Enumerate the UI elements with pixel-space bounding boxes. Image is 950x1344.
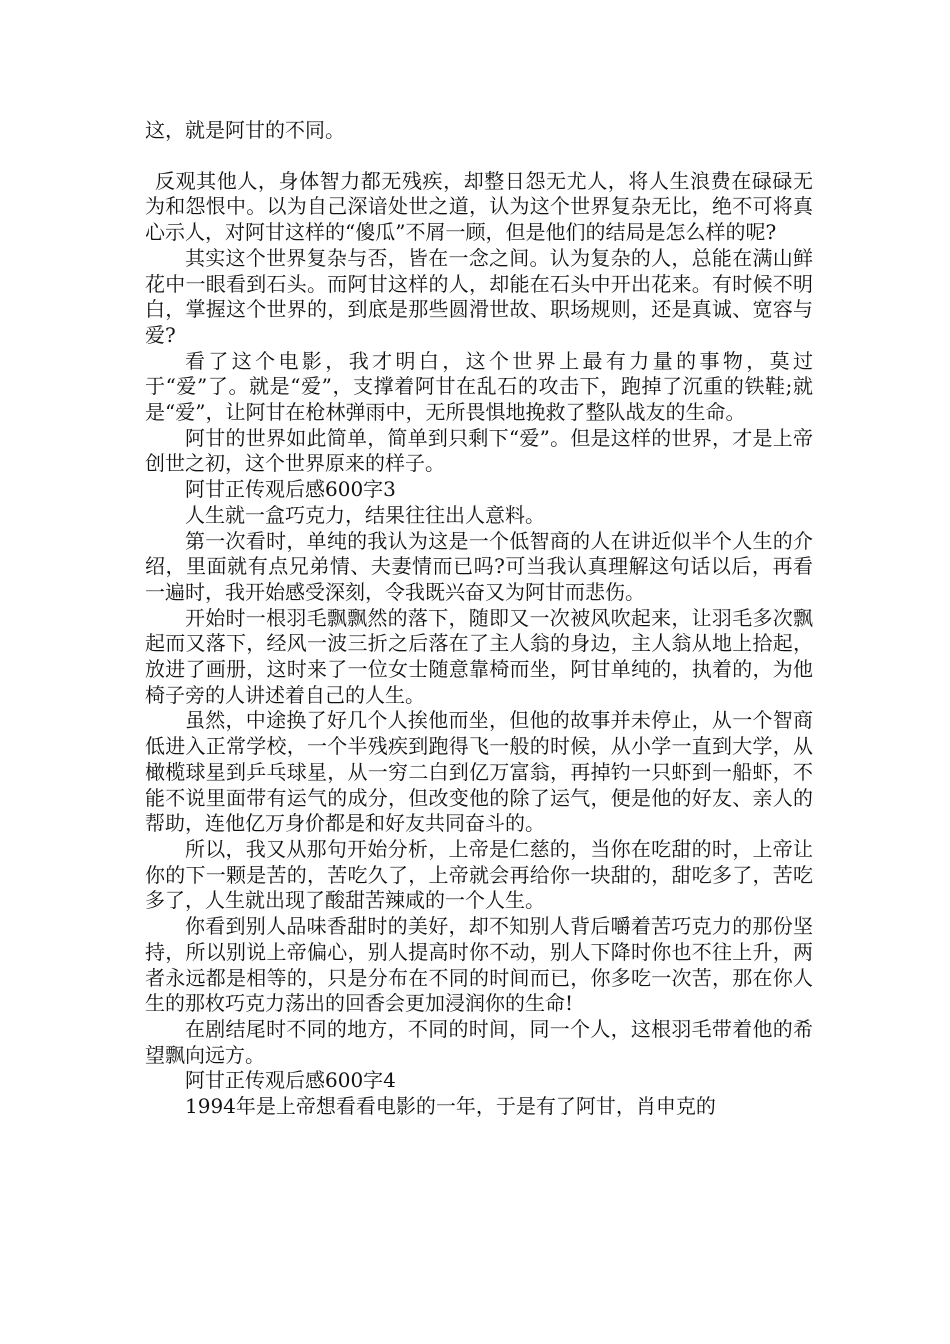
paragraph: 虽然，中途换了好几个人挨他而坐，但他的故事并未停止，从一个智商低进入正常学校，一个半残疾到跑得飞一般的时候，从小学一直到大学，从橄榄球星到乒乓球星，从一穷二白到亿万富翁，再掉钓一只虾到一船虾，不能不说里面带有运气的成分，但改变他的除了运气，便是他的好友、亲人的帮助，连他亿万身价都是和好友共同奋斗的。 bbox=[145, 708, 813, 836]
paragraph: 所以，我又从那句开始分析，上帝是仁慈的，当你在吃甜的时，上帝让你的下一颗是苦的，苦吃久了，上帝就会再给你一块甜的，甜吃多了，苦吃多了，人生就出现了酸甜苦辣咸的一个人生。 bbox=[145, 836, 813, 913]
paragraph: 其实这个世界复杂与否，皆在一念之间。认为复杂的人，总能在满山鲜花中一眼看到石头。而阿甘这样的人，却能在石头中开出花来。有时候不明白，掌握这个世界的，到底是那些圆滑世故、职场规则，还是真诚、宽容与爱? bbox=[145, 245, 813, 347]
paragraph: 看了这个电影，我才明白，这个世界上最有力量的事物，莫过于“爱”了。就是“爱”，支撑着阿甘在乱石的攻击下，跑掉了沉重的铁鞋;就是“爱”，让阿甘在枪林弹雨中，无所畏惧地挽救了整队战友的生命。 bbox=[145, 348, 813, 425]
paragraph: 阿甘的世界如此简单，简单到只剩下“爱”。但是这样的世界，才是上帝创世之初，这个世界原来的样子。 bbox=[145, 425, 813, 476]
paragraph: 第一次看时，单纯的我认为这是一个低智商的人在讲近似半个人生的介绍，里面就有点兄弟情、夫妻情而已吗?可当我认真理解这句话以后，再看一遍时，我开始感受深刻，令我既兴奋又为阿甘而悲伤。 bbox=[145, 528, 813, 604]
section-heading: 阿甘正传观后感600字4 bbox=[185, 1068, 396, 1093]
paragraph: 在剧结尾时不同的地方，不同的时间，同一个人，这根羽毛带着他的希望飘向远方。 bbox=[145, 1016, 813, 1067]
paragraph: 开始时一根羽毛飘飘然的落下，随即又一次被风吹起来，让羽毛多次飘起而又落下，经风一波三折之后落在了主人翁的身边，主人翁从地上拾起，放进了画册，这时来了一位女士随意靠椅而坐，阿甘单纯的，执着的，为他椅子旁的人讲述着自己的人生。 bbox=[145, 605, 813, 707]
paragraph: 人生就一盒巧克力，结果往往出人意料。 bbox=[185, 502, 545, 527]
document-page bbox=[145, 118, 813, 1120]
paragraph: 你看到别人品味香甜时的美好，却不知别人背后嚼着苦巧克力的那份坚持，所以别说上帝偏心，别人提高时你不动，别人下降时你也不往上升，两者永远都是相等的，只是分布在不同的时间而已，你多吃一次苦，那在你人生的那枚巧克力荡出的回香会更加浸润你的生命! bbox=[145, 914, 813, 1016]
paragraph: 这，就是阿甘的不同。 bbox=[145, 118, 345, 142]
section-heading: 阿甘正传观后感600字3 bbox=[185, 477, 396, 502]
paragraph: 反观其他人，身体智力都无残疾，却整日怨无尤人，将人生浪费在碌碌无为和怨恨中。以为自己深谙处世之道，认为这个世界复杂无比，绝不可将真心示人，对阿甘这样的“傻瓜”不屑一顾，但是他们的结局是怎么样的呢? bbox=[145, 168, 813, 245]
paragraph: 1994年是上帝想看看电影的一年，于是有了阿甘，肖申克的 bbox=[185, 1094, 716, 1119]
